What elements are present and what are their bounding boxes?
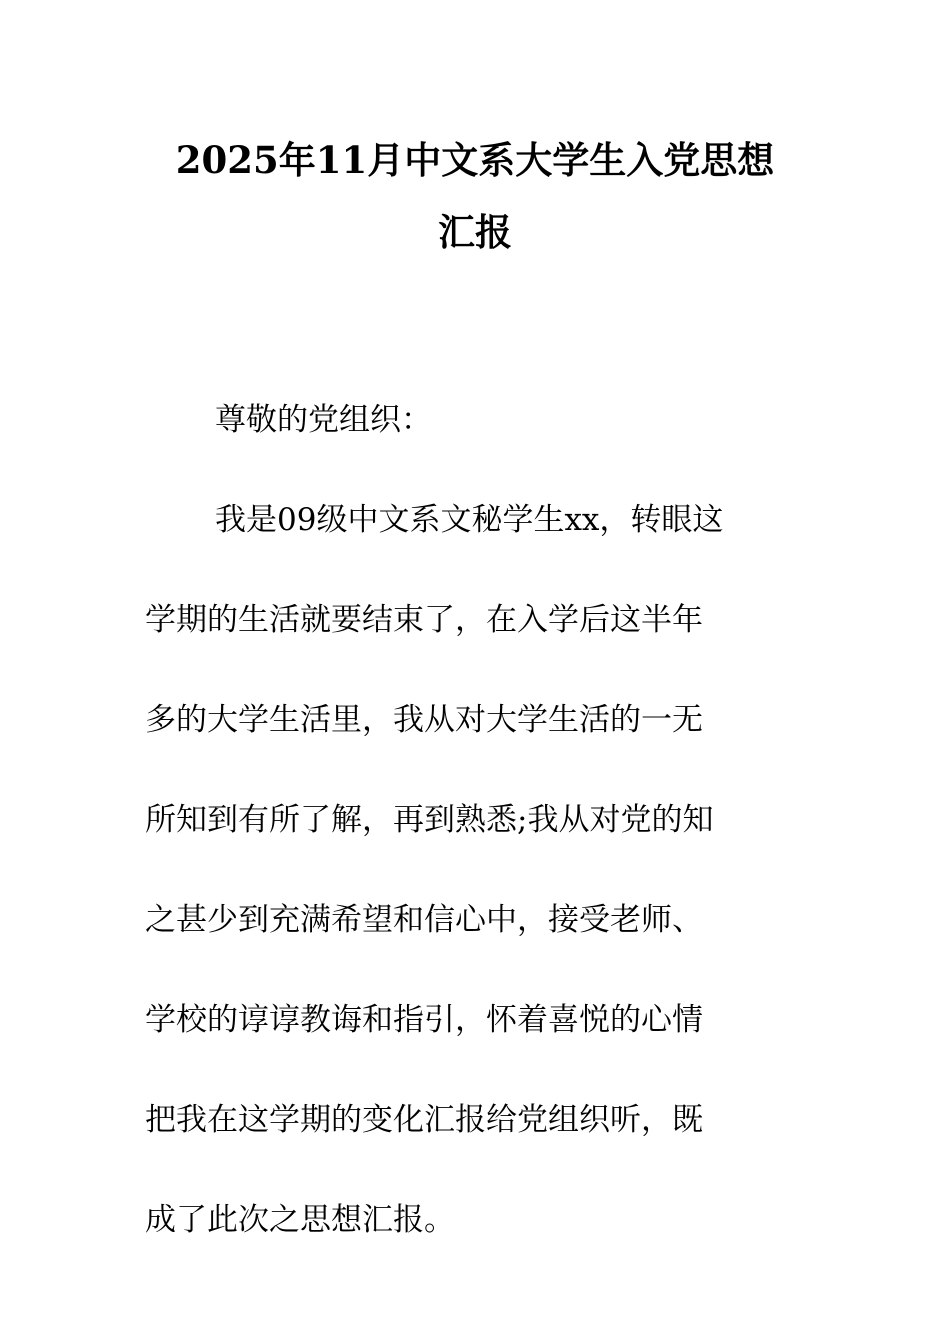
title-line-2: 汇报	[438, 210, 512, 254]
document-title	[140, 124, 810, 268]
paragraph-line: 多的大学生活里，我从对大学生活的一无	[145, 702, 703, 738]
title-line-1: 2025年11月中文系大学生入党思想	[175, 138, 775, 182]
paragraph-line: 学期的生活就要结束了，在入学后这半年	[145, 602, 703, 638]
paragraph-line: 把我在这学期的变化汇报给党组织听，既	[145, 1102, 703, 1138]
paragraph-line: 之甚少到充满希望和信心中，接受老师、	[145, 902, 703, 938]
paragraph-line: 所知到有所了解，再到熟悉;我从对党的知	[145, 802, 714, 838]
paragraph-line: 成了此次之思想汇报。	[145, 1202, 455, 1238]
paragraph-line: 学校的谆谆教诲和指引，怀着喜悦的心情	[145, 1002, 703, 1038]
document-body	[145, 370, 805, 1270]
paragraph-line: 我是09级中文系文秘学生xx，转眼这	[215, 502, 724, 538]
salutation: 尊敬的党组织：	[215, 402, 432, 438]
